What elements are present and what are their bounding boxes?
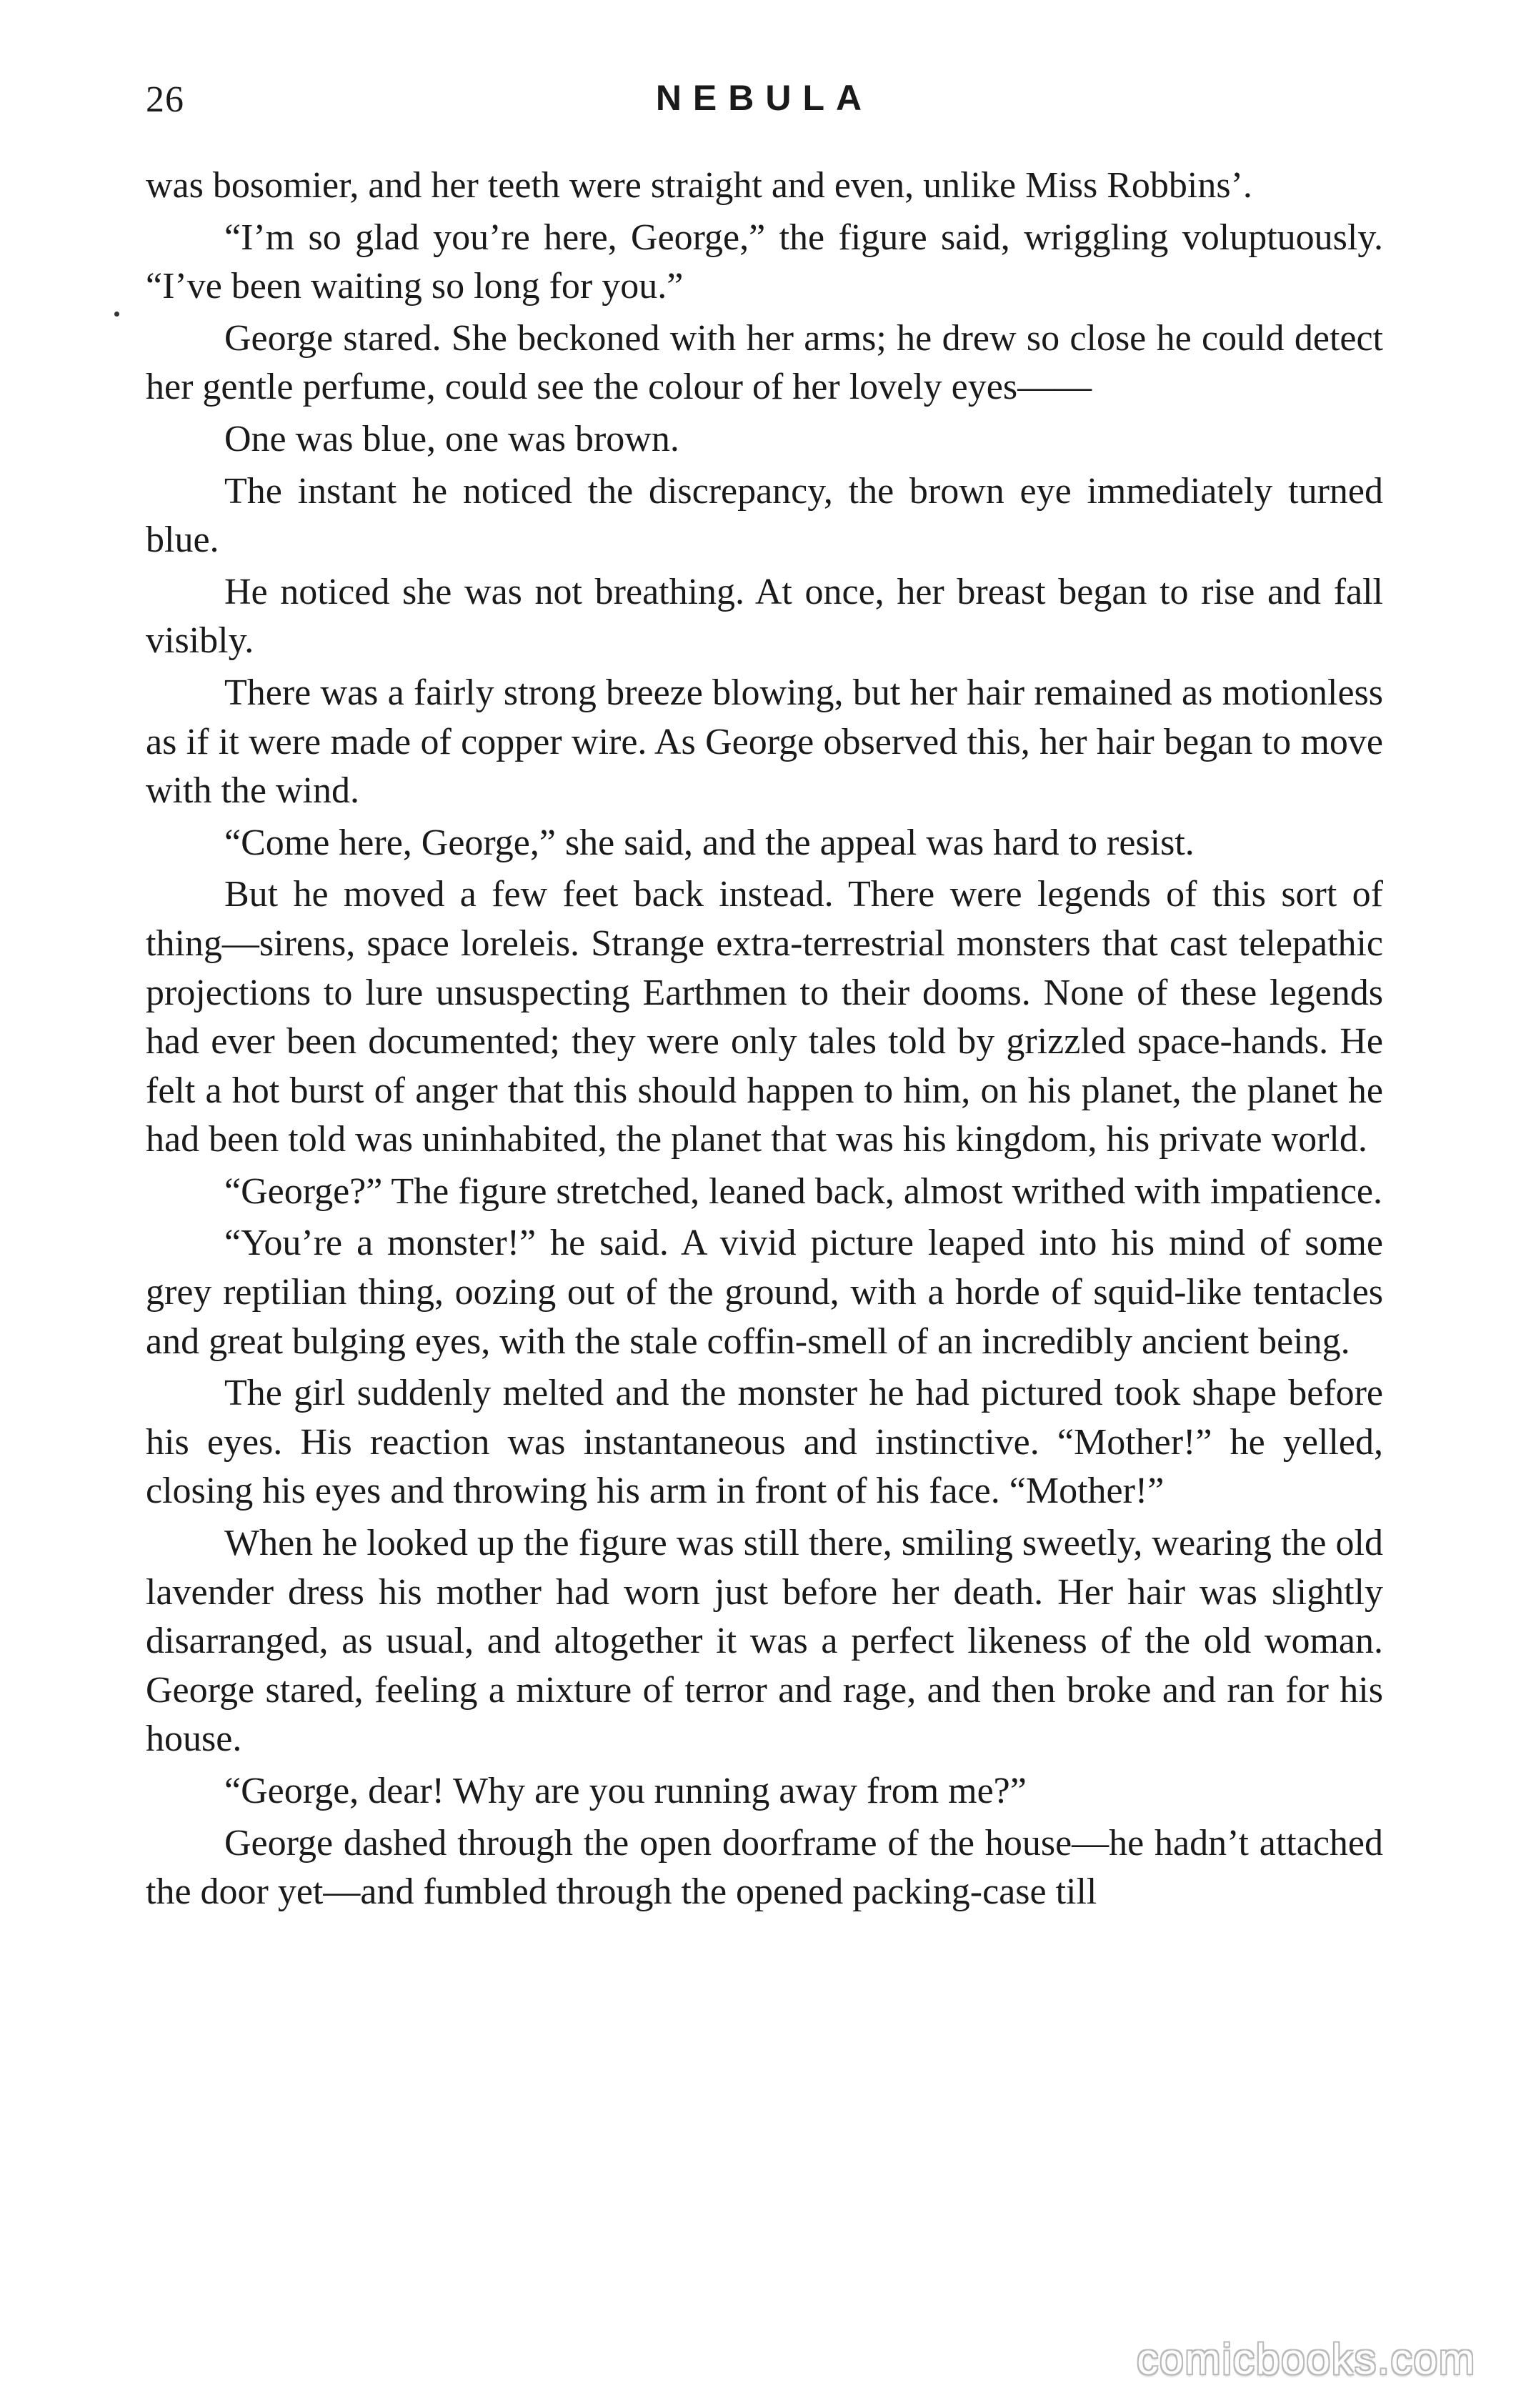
paragraph: “I’m so glad you’re here, George,” the figure said, wriggling voluptuously. “I’ve been waiting so long for you.”	[146, 217, 1383, 307]
paragraph: George stared. She beckoned with her arms; he drew so close he could detect her gentle perfume, could see the colour of her lovely eyes——	[146, 317, 1383, 408]
paragraph: When he looked up the figure was still there, smiling sweetly, wearing the old lavender dress his mother had worn just before her death. Her hair was slightly disarranged, as usual, and altogether it was a perfect likeness of the old woman. George stared, feeling a mixture of terror and rage, and then broke and ran for his house.	[146, 1523, 1383, 1760]
paragraph: The instant he noticed the discrepancy, the brown eye immediately turned blue.	[146, 470, 1383, 561]
paragraph: “You’re a monster!” he said. A vivid picture leaped into his mind of some grey reptilian thing, oozing out of the ground, with a horde of squid-like tentacles and great bulging eyes, with the stale coffin-smell of an incredibly ancient being.	[146, 1223, 1383, 1362]
paragraph: “George?” The figure stretched, leaned back, almost writhed with impatience.	[224, 1170, 1382, 1212]
site-watermark: comicbooks.com	[1137, 2335, 1476, 2383]
story-text	[146, 161, 1383, 1917]
paragraph: One was blue, one was brown.	[224, 418, 679, 459]
paragraph: “Come here, George,” she said, and the appeal was hard to resist.	[224, 822, 1195, 863]
page-number: 26	[146, 79, 184, 120]
book-page	[146, 71, 1383, 1917]
paragraph: George dashed through the open doorframe of the house—he hadn’t attached the door yet—and fumbled through the opened packing-case till	[146, 1822, 1383, 1913]
paragraph: The girl suddenly melted and the monster he had pictured took shape before his eyes. His reaction was instantaneous and instinctive. “Mother!” he yelled, closing his eyes and throwing his arm in front of his face. “Mother!”	[146, 1373, 1383, 1512]
paragraph: He noticed she was not breathing. At once, her breast began to rise and fall visibly.	[146, 571, 1383, 662]
journal-title: NEBULA	[655, 78, 874, 118]
stray-ink-dot	[114, 312, 119, 317]
paragraph: There was a fairly strong breeze blowing, but her hair remained as motionless as if it were made of copper wire. As George observed this, her hair began to move with the wind.	[146, 672, 1383, 812]
paragraph: But he moved a few feet back instead. There were legends of this sort of thing—sirens, space loreleis. Strange extra-terrestrial monsters that cast telepathic projections to lure unsuspecting Earthmen to their dooms. None of these legends had ever been documented; they were only tales told by grizzled space-hands. He felt a hot burst of anger that this should happen to him, on his planet, the planet he had been told was uninhabited, the planet that was his kingdom, his private world.	[146, 874, 1383, 1160]
paragraph: was bosomier, and her teeth were straight and even, unlike Miss Robbins’.	[146, 165, 1252, 206]
running-head	[146, 71, 1383, 136]
paragraph: “George, dear! Why are you running away from me?”	[224, 1771, 1027, 1811]
